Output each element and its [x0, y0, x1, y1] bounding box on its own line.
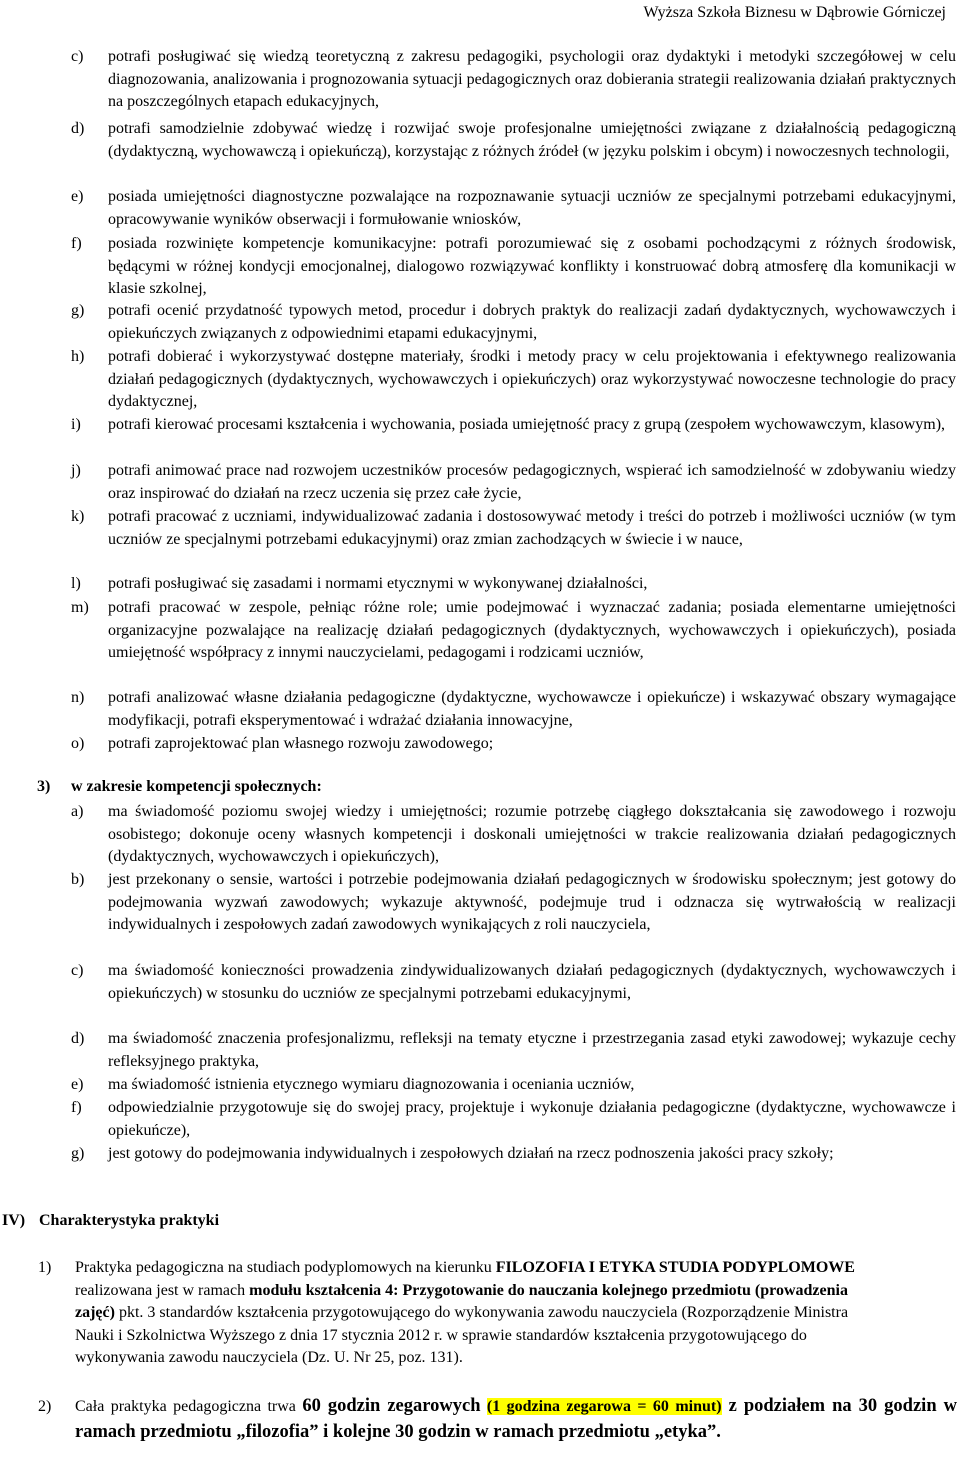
list-item-label: f): [71, 235, 82, 252]
p2-hours: 60 godzin zegarowych: [302, 1396, 481, 1416]
list-item-label: k): [71, 508, 85, 525]
list-item-label: a): [71, 803, 84, 820]
p2-highlight: (1 godzina zegarowa = 60 minut): [486, 1398, 722, 1415]
list-item-label: f): [71, 1099, 82, 1116]
list-item-text: jest przekonany o sensie, wartości i potrzebie podejmowania działań pedagogicznych w środowisku społecznym; jest gotowy do podejmowania wyzwań zawodowych; wykazuje aktywność, podejmuje trud i odznacza się wytrwałością w realizacji indywidualnych i zespołowych zadań zawodowych wynikających z roli nauczyciela,: [108, 871, 956, 933]
list-item-text: odpowiedzialnie przygotowuje się do swojej pracy, projektuje i wykonuje działania pedagogiczne (dydaktyczne, wychowawcze i opiekuńcze),: [108, 1099, 956, 1139]
list-item-text: potrafi dobierać i wykorzystywać dostępne materiały, środki i metody pracy w celu projektowania i efektywnego realizowania działań pedagogicznych (dydaktycznych, wychowawczych i opiekuńczych) oraz wykorzystywać nowoczesne technologie do pracy dydaktycznej,: [108, 348, 956, 410]
list-item-label: m): [71, 599, 89, 616]
p2-split: z podziałem na 30 godzin w ramach przedmiotu „filozofia” i kolejne 30 godzin w ramach przedmiotu „etyka”.: [75, 1396, 958, 1442]
list-item-label: o): [71, 735, 85, 752]
list-item-label: g): [71, 302, 85, 319]
list-item-label: j): [71, 462, 81, 479]
list-item-text: potrafi posługiwać się zasadami i normami etycznymi w wykonywanej działalności,: [108, 575, 648, 592]
list-item-text: potrafi posługiwać się wiedzą teoretyczną z zakresu pedagogiki, psychologii oraz dydaktyki i metodyki szczegółowej w celu diagnozowania, analizowania i prognozowania sytuacji pedagogicznych oraz dobierania strategii realizowania działań praktycznych na poszczególnych etapach edukacyjnych,: [108, 48, 956, 110]
p1-text-2: realizowana jest w ramach: [75, 1281, 250, 1299]
section-title: w zakresie kompetencji społecznych:: [71, 778, 322, 795]
list-item-label: l): [71, 575, 81, 592]
list-item-label: n): [71, 689, 85, 706]
list-item-text: posiada umiejętności diagnostyczne pozwalające na rozpoznawanie sytuacji uczniów ze specjalnymi potrzebami edukacyjnymi, opracowywanie wyników obserwacji i formułowanie wniosków,: [108, 188, 956, 228]
list-item-label: e): [71, 1076, 84, 1093]
paragraph-label: 1): [38, 1259, 52, 1276]
list-item-label: c): [71, 962, 84, 979]
list-item-label: h): [71, 348, 85, 365]
list-item-text: ma świadomość konieczności prowadzenia zindywidualizowanych działań pedagogicznych (dydaktycznych, wychowawczych i opiekuńczych) w stosunku do uczniów ze specjalnymi potrzebami edukacyjnymi,: [108, 962, 956, 1002]
list-item-label: b): [71, 871, 85, 888]
list-item-text: ma świadomość poziomu swojej wiedzy i umiejętności; rozumie potrzebę ciągłego dokształcania się zawodowego i rozwoju osobistego; dokonuje oceny własnych kompetencji i doskonali umiejętności w trakcie realizowania działań pedagogicznych (dydaktycznych, wychowawczych i opiekuńczych),: [108, 803, 956, 865]
list-item-label: g): [71, 1145, 85, 1162]
list-item-text: ma świadomość istnienia etycznego wymiaru diagnozowania i oceniania uczniów,: [108, 1076, 635, 1093]
list-item-text: potrafi ocenić przydatność typowych metod, procedur i dobrych praktyk do realizacji zadań dydaktycznych, wychowawczych i opiekuńczych związanych z odpowiednimi etapami edukacyjnymi,: [108, 302, 956, 342]
list-item-label: c): [71, 48, 84, 65]
list-item-text: jest gotowy do podejmowania indywidualnych i zespołowych działań na rzecz podnoszenia jakości pracy szkoły;: [108, 1145, 834, 1162]
list-item-label: d): [71, 1030, 85, 1047]
section-number: 3): [37, 778, 51, 795]
list-item-text: potrafi pracować w zespole, pełniąc różne role; umie podejmować i wyznaczać zadania; posiada elementarne umiejętności organizacyjne pozwalające na realizację działań pedagogicznych (dydaktycznych, wychowawczych i opiekuńczych), posiada umiejętność współpracy z innymi nauczycielami, pedagogami i rodzicami uczniów,: [108, 599, 956, 661]
section-number: IV): [2, 1212, 26, 1229]
list-item-text: potrafi analizować własne działania pedagogiczne (dydaktyczne, wychowawcze i opiekuńcze) i wskazywać obszary wymagające modyfikacji, potrafi eksperymentować i wdrażać działania innowacyjne,: [108, 689, 956, 729]
list-item-text: ma świadomość znaczenia profesjonalizmu, refleksji na tematy etyczne i przestrzegania zasad etyki zawodowej; wykazuje cechy refleksyjnego praktyka,: [108, 1030, 956, 1070]
list-item-label: i): [71, 416, 81, 433]
list-item-text: potrafi animować prace nad rozwojem uczestników procesów pedagogicznych, wspierać ich samodzielność w zdobywaniu wiedzy oraz inspirować do działań na rzecz uczenia się przez całe życie,: [108, 462, 956, 502]
paragraph-label: 2): [38, 1398, 52, 1415]
list-item-label: e): [71, 188, 84, 205]
list-item-text: potrafi pracować z uczniami, indywidualizować zadania i dostosowywać metody i treści do potrzeb i możliwości uczniów (w tym uczniów ze specjalnymi potrzebami edukacyjnymi) oraz zmian zachodzących w świecie i w nauce,: [108, 508, 956, 548]
list-item-text: potrafi kierować procesami kształcenia i wychowania, posiada umiejętność pracy z grupą (zespołem wychowawczym, klasowym),: [108, 416, 946, 433]
list-item-text: potrafi samodzielnie zdobywać wiedzę i rozwijać swoje profesjonalne umiejętności związane z działalnością pedagogiczną (dydaktyczną, wychowawczą i opiekuńczą), korzystając z różnych źródeł (w języku polskim i obcym) i nowoczesnych technologii,: [108, 120, 956, 160]
p1-module-name: modułu kształcenia 4: Przygotowanie do nauczania kolejnego przedmiotu (prowadzenia zajęć): [75, 1281, 848, 1321]
list-item-text: posiada rozwinięte kompetencje komunikacyjne: potrafi porozumiewać się z osobami pochodzącymi z różnych środowisk, będącymi w różnej kondycji emocjonalnej, dialogowo rozwiązywać konflikty i konstruować dobrą atmosferę dla komunikacji w klasie szkolnej,: [108, 235, 956, 297]
list-item-label: d): [71, 120, 85, 137]
list-item-text: potrafi zaprojektować plan własnego rozwoju zawodowego;: [108, 735, 494, 752]
paragraph-text: [75, 1394, 957, 1445]
p1-course-name: FILOZOFIA I ETYKA STUDIA PODYPLOMOWE: [495, 1259, 855, 1276]
page-header: Wyższa Szkoła Biznesu w Dąbrowie Górniczej: [643, 4, 946, 21]
paragraph-text: [75, 1257, 887, 1370]
p1-text-3: pkt. 3 standardów kształcenia przygotowującego do wykonywania zawodu nauczyciela (Rozporządzenie Ministra Nauki i Szkolnictwa Wyższego z dnia 17 stycznia 2012 r. w sprawie standardów kształcenia przygotowującego do wykonywania zawodu nauczyciela (Dz. U. Nr 25, poz. 131).: [75, 1304, 849, 1366]
section-title: Charakterystyka praktyki: [39, 1212, 220, 1229]
p2-text-1: Cała praktyka pedagogiczna trwa: [75, 1398, 303, 1415]
p1-text-1: Praktyka pedagogiczna na studiach podyplomowych na kierunku: [75, 1259, 496, 1276]
